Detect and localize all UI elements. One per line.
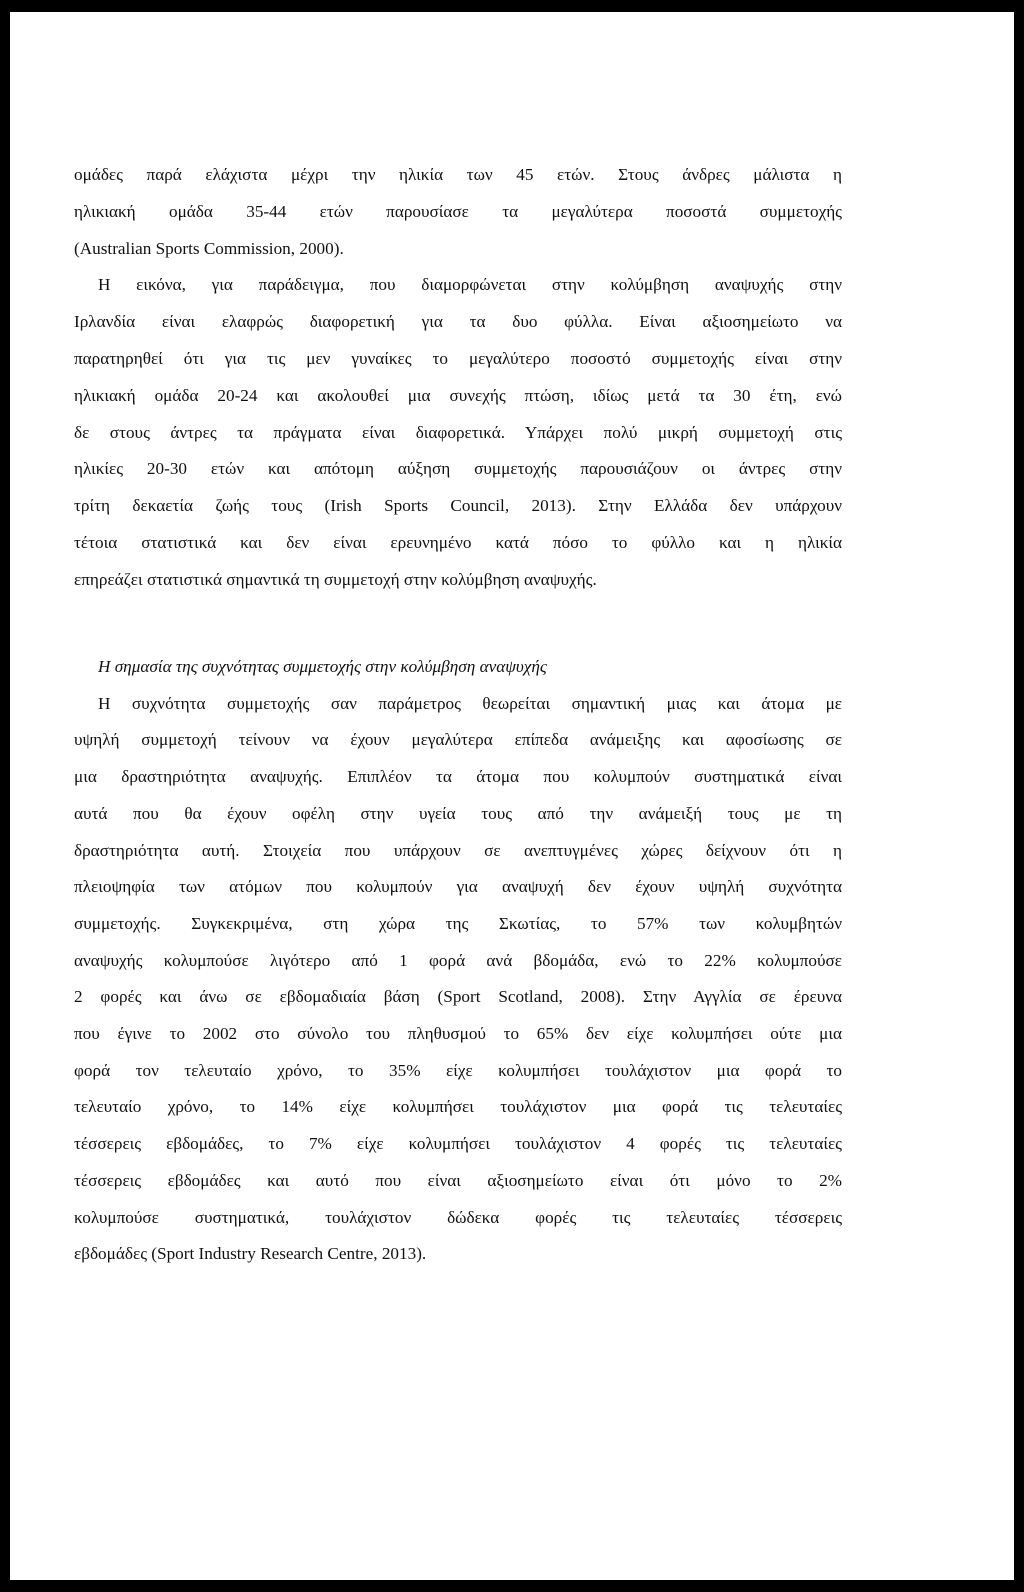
text-line: αναψυχής κολυμπούσε λιγότερο από 1 φορά ανά βδομάδα, ενώ το 22% κολυμπούσε — [74, 950, 842, 970]
section-heading: Η σημασία της συχνότητας συμμετοχής στην κολύμβηση αναψυχής — [98, 657, 547, 676]
text-line: επηρεάζει στατιστικά σημαντικά τη συμμετοχή στην κολύμβηση αναψυχής. — [74, 569, 597, 589]
text-line: πλειοψηφία των ατόμων που κολυμπούν για αναψυχή δεν έχουν υψηλή συχνότητα — [74, 877, 842, 897]
text-line: παρατηρηθεί ότι για τις μεν γυναίκες το μεγαλύτερο ποσοστό συμμετοχής είναι στην — [74, 348, 842, 368]
text-line: υψηλή συμμετοχή τείνουν να έχουν μεγαλύτερα επίπεδα ανάμειξης και αφοσίωσης σε — [74, 730, 842, 750]
text-line: ηλικιακή ομάδα 20-24 και ακολουθεί μια συνεχής πτώση, ιδίως μετά τα 30 έτη, ενώ — [74, 385, 842, 405]
body-text-section-1 — [74, 157, 842, 599]
text-line: ομάδες παρά ελάχιστα μέχρι την ηλικία των 45 ετών. Στους άνδρες μάλιστα η — [74, 165, 842, 184]
text-line: 2 φορές και άνω σε εβδομαδιαία βάση (Sport Scotland, 2008). Στην Αγγλία σε έρευνα — [74, 987, 842, 1007]
text-line: τελευταίο χρόνο, το 14% είχε κολυμπήσει τουλάχιστον μια φορά τις τελευταίες — [74, 1097, 842, 1117]
text-line: τρίτη δεκαετία ζωής τους (Irish Sports Council, 2013). Στην Ελλάδα δεν υπάρχουν — [74, 496, 842, 516]
text-line: κολυμπούσε συστηματικά, τουλάχιστον δώδεκα φορές τις τελευταίες τέσσερεις — [74, 1207, 842, 1227]
document-page — [10, 12, 1014, 1580]
text-line: Η εικόνα, για παράδειγμα, που διαμορφώνεται στην κολύμβηση αναψυχής στην — [98, 275, 842, 295]
text-line: Η συχνότητα συμμετοχής σαν παράμετρος θεωρείται σημαντική μιας και άτομα με — [98, 693, 842, 713]
text-line: δε στους άντρες τα πράγματα είναι διαφορετικά. Υπάρχει πολύ μικρή συμμετοχή στις — [74, 422, 842, 442]
text-line: συμμετοχής. Συγκεκριμένα, στη χώρα της Σκωτίας, το 57% των κολυμβητών — [74, 913, 842, 933]
text-line: εβδομάδες (Sport Industry Research Centre, 2013). — [74, 1244, 427, 1264]
text-line: που έγινε το 2002 στο σύνολο του πληθυσμού το 65% δεν είχε κολυμπήσει ούτε μια — [74, 1024, 842, 1044]
text-line: (Australian Sports Commission, 2000). — [74, 238, 344, 258]
text-line: φορά τον τελευταίο χρόνο, το 35% είχε κολυμπήσει τουλάχιστον μια φορά το — [74, 1060, 842, 1080]
text-line: Ιρλανδία είναι ελαφρώς διαφορετική για τα δυο φύλλα. Είναι αξιοσημείωτο να — [74, 312, 842, 332]
text-line: τέσσερεις εβδομάδες και αυτό που είναι αξιοσημείωτο είναι ότι μόνο το 2% — [74, 1170, 842, 1190]
text-line: δραστηριότητα αυτή. Στοιχεία που υπάρχουν σε ανεπτυγμένες χώρες δείχνουν ότι η — [74, 840, 842, 860]
text-line: ηλικιακή ομάδα 35-44 ετών παρουσίασε τα μεγαλύτερα ποσοστά συμμετοχής — [74, 201, 842, 221]
text-line: μια δραστηριότητα αναψυχής. Επιπλέον τα άτομα που κολυμπούν συστηματικά είναι — [74, 767, 842, 787]
text-line: αυτά που θα έχουν οφέλη στην υγεία τους από την ανάμειξή τους με τη — [74, 803, 842, 823]
text-line: τέσσερεις εβδομάδες, το 7% είχε κολυμπήσει τουλάχιστον 4 φορές τις τελευταίες — [74, 1134, 842, 1154]
body-text-section-2 — [74, 649, 842, 1273]
text-line: τέτοια στατιστικά και δεν είναι ερευνημένο κατά πόσο το φύλλο και η ηλικία — [74, 532, 842, 552]
text-line: ηλικίες 20-30 ετών και απότομη αύξηση συμμετοχής παρουσιάζουν οι άντρες στην — [74, 459, 842, 479]
